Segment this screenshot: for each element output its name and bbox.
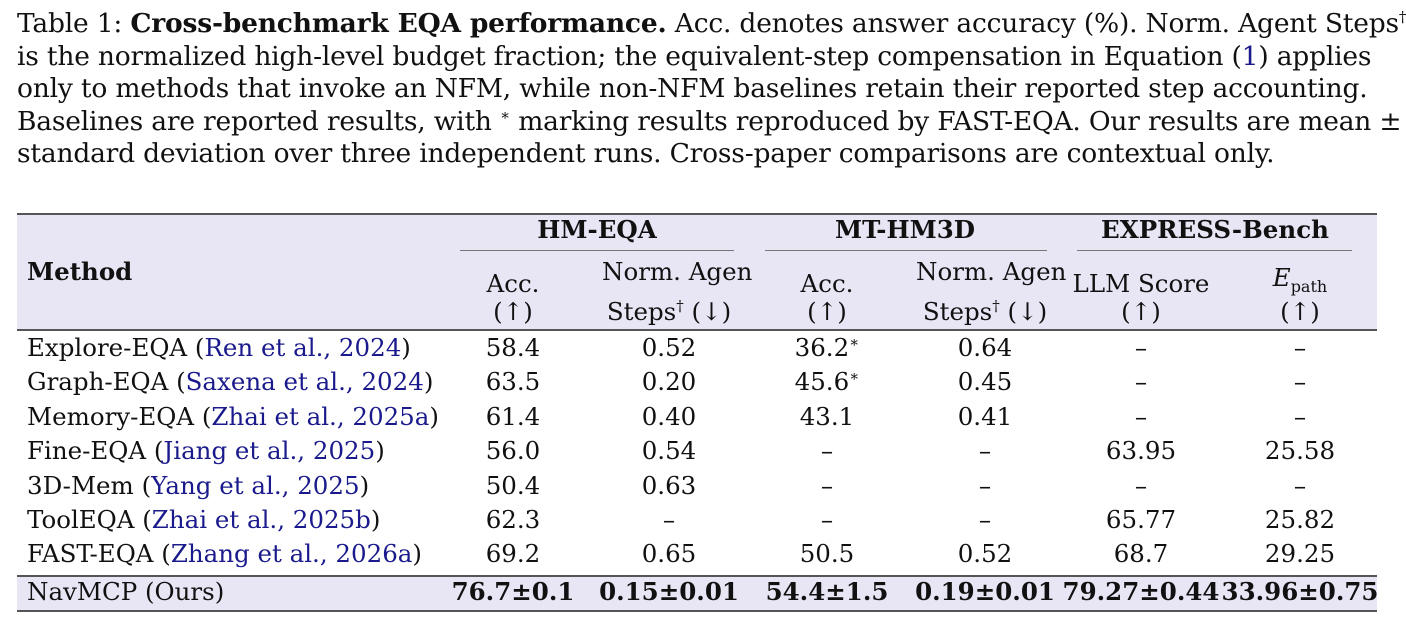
group-underline — [1077, 250, 1352, 251]
arrow-up: (↑) — [1121, 297, 1161, 326]
table-cell-ours: 33.96±0.75 — [1221, 577, 1379, 606]
cell-value: 0.41 — [957, 401, 1013, 431]
star-mark: ∗ — [849, 367, 860, 386]
caption-title: Cross-benchmark EQA performance. — [130, 8, 667, 39]
caption-text: is the normalized high-level budget fraction; the equivalent-step compensation in Equation ( — [17, 40, 1242, 72]
table-cell — [958, 402, 1013, 432]
table-cell — [663, 505, 675, 535]
epath-symbol: E — [1272, 263, 1291, 292]
cell-value: 61.4 — [485, 401, 541, 431]
table-cell — [821, 436, 833, 466]
method-label: FAST-EQA ( — [27, 539, 171, 569]
table-cell — [642, 402, 697, 432]
group-underline — [765, 250, 1047, 251]
table-cell — [486, 367, 541, 397]
arrow-up: (↑) — [1280, 297, 1320, 326]
table-cell — [486, 436, 541, 466]
table-cell — [642, 333, 697, 363]
table-cell — [1106, 505, 1176, 535]
steps-header: Norm. Agen — [916, 257, 1067, 286]
table-cell — [1294, 333, 1306, 363]
caption-text: ) applies — [1258, 40, 1372, 72]
table-cell — [486, 402, 541, 432]
table-cell — [821, 505, 833, 535]
caption-line-4 — [17, 105, 1402, 139]
table-cell — [795, 333, 860, 363]
cell-value: 0.20 — [641, 367, 697, 397]
cell-value: 0.52 — [957, 539, 1013, 569]
table-caption — [17, 8, 1406, 171]
table-cell — [642, 436, 697, 466]
cell-value: 0.54 — [641, 436, 697, 466]
table-cell — [800, 539, 855, 569]
cell-value: – — [978, 470, 992, 500]
citation-link[interactable]: Jiang et al., 2025 — [163, 436, 376, 466]
arrow-down: (↓) — [1007, 297, 1048, 326]
steps-header: Norm. Agen — [602, 257, 753, 286]
method-label: 3D-Mem ( — [27, 470, 152, 500]
table-cell-ours: 54.4±1.5 — [765, 577, 889, 606]
table-cell-ours: 79.27±0.44 — [1062, 577, 1220, 606]
epath-subscript: path — [1290, 276, 1328, 296]
table-cell — [979, 471, 991, 501]
cell-value: – — [820, 470, 834, 500]
steps-header-line2 — [923, 297, 1047, 327]
header-rule — [17, 329, 1377, 331]
llm-score-header: LLM Score — [1072, 269, 1210, 298]
table-cell — [486, 505, 541, 535]
acc-header: Acc. — [486, 269, 540, 298]
method-label: ) — [375, 436, 385, 466]
method-name — [27, 333, 411, 363]
cell-value: 62.3 — [485, 505, 541, 534]
epath-header — [1272, 263, 1328, 296]
table-cell — [1135, 471, 1147, 501]
method-name — [27, 539, 422, 569]
cell-value: – — [978, 505, 992, 534]
table-cell — [1294, 402, 1306, 432]
group-header-express-bench: EXPRESS-Bench — [1101, 215, 1329, 244]
cell-value: 63.5 — [485, 367, 541, 397]
table-cell — [1135, 367, 1147, 397]
method-label: ) — [423, 367, 434, 397]
cell-value: – — [1293, 367, 1307, 397]
cell-value: 0.45 — [957, 367, 1013, 397]
method-label: ) — [370, 505, 381, 534]
method-label: ToolEQA ( — [27, 505, 152, 534]
results-table — [17, 213, 1377, 611]
table-cell — [1135, 333, 1147, 363]
method-header: Method — [27, 257, 133, 286]
table-cell — [1294, 367, 1306, 397]
cell-value: – — [978, 436, 992, 466]
dagger-mark: † — [1398, 8, 1406, 27]
citation-link[interactable]: Zhai et al., 2025a — [211, 401, 430, 431]
method-label: Fine-EQA ( — [27, 436, 164, 466]
caption-label: Table 1: — [17, 8, 123, 39]
table-cell — [958, 367, 1013, 397]
table-cell — [979, 505, 991, 535]
method-label: Graph-EQA ( — [27, 367, 186, 397]
cell-value: 68.7 — [1113, 539, 1169, 569]
method-name — [27, 505, 380, 535]
cell-value: – — [1134, 367, 1148, 397]
cell-value: – — [820, 505, 834, 534]
cell-value: – — [1134, 401, 1148, 431]
method-name — [27, 471, 369, 501]
steps-text: Steps — [606, 297, 677, 326]
caption-text: Acc. denotes answer accuracy (%). Norm. Agent Steps — [674, 8, 1399, 39]
cell-value: 0.52 — [641, 333, 697, 362]
group-header-hm-eqa: HM-EQA — [537, 215, 657, 244]
cell-value: 0.65 — [641, 539, 697, 569]
cell-value: 29.25 — [1264, 539, 1336, 569]
steps-header-line2 — [607, 297, 731, 327]
cell-value: 43.1 — [799, 401, 855, 431]
cell-value: – — [820, 436, 834, 466]
method-label: Memory-EQA ( — [27, 401, 212, 431]
table-cell — [1106, 436, 1176, 466]
table-cell — [486, 333, 541, 363]
table-cell-ours: 0.15±0.01 — [599, 577, 739, 606]
table-cell-ours: 76.7±0.1 — [451, 577, 575, 606]
citation-link[interactable]: Zhang et al., 2026a — [170, 539, 413, 569]
acc-header: Acc. — [800, 269, 854, 298]
cell-value: 36.2 — [794, 333, 850, 362]
table-cell — [1135, 402, 1147, 432]
method-label: ) — [401, 333, 411, 362]
cell-value: 45.6 — [794, 367, 850, 397]
group-header-mt-hm3d: MT-HM3D — [834, 215, 976, 244]
cell-value: – — [662, 505, 676, 534]
table-cell — [1265, 436, 1335, 466]
table-cell — [642, 367, 697, 397]
method-label: ) — [359, 470, 370, 500]
citation-link[interactable]: Saxena et al., 2024 — [185, 367, 424, 397]
steps-text: Steps — [922, 297, 993, 326]
cell-value: 0.63 — [641, 470, 697, 500]
table-cell — [800, 402, 855, 432]
caption-text: marking results reproduced by FAST-EQA. Our results are mean ± — [518, 105, 1402, 137]
cell-value: – — [1293, 470, 1307, 500]
cell-value: 65.77 — [1105, 505, 1177, 534]
caption-line-1 — [17, 8, 1406, 41]
table-cell — [1294, 471, 1306, 501]
cell-value: 0.64 — [957, 333, 1013, 362]
table-cell — [979, 436, 991, 466]
table-cell — [642, 471, 697, 501]
method-name — [27, 367, 433, 397]
dagger-mark: † — [992, 296, 1000, 315]
cell-value: – — [1293, 401, 1307, 431]
method-name — [27, 402, 439, 432]
table-cell — [1265, 505, 1335, 535]
dagger-mark: † — [676, 296, 684, 315]
cell-value: 50.4 — [485, 470, 541, 500]
star-mark: ∗ — [849, 332, 860, 351]
table-cell — [821, 471, 833, 501]
method-name — [27, 436, 385, 466]
table-cell — [486, 471, 541, 501]
cell-value: 25.82 — [1264, 505, 1336, 534]
star-mark: ∗ — [500, 105, 511, 124]
table-cell — [958, 333, 1013, 363]
table-cell — [642, 539, 697, 569]
cell-value: 63.95 — [1105, 436, 1177, 466]
cell-value: 58.4 — [485, 333, 541, 362]
arrow-up: (↑) — [807, 297, 847, 326]
cell-value: – — [1134, 470, 1148, 500]
cell-value: 25.58 — [1264, 436, 1336, 466]
method-name-ours: NavMCP (Ours) — [27, 577, 225, 606]
table-cell-ours: 0.19±0.01 — [915, 577, 1055, 606]
arrow-down: (↓) — [691, 297, 732, 326]
cell-value: – — [1293, 333, 1307, 362]
group-underline — [460, 250, 734, 251]
arrow-up: (↑) — [493, 297, 533, 326]
cell-value: – — [1134, 333, 1148, 362]
cell-value: 56.0 — [485, 436, 541, 466]
bottom-rule — [17, 610, 1377, 612]
table-cell — [958, 539, 1013, 569]
caption-line-3: only to methods that invoke an NFM, while non-NFM baselines retain their reported step accounting. — [17, 73, 1368, 104]
table-cell — [1265, 539, 1335, 569]
table-cell — [1114, 539, 1169, 569]
cell-value: 0.40 — [641, 401, 697, 431]
caption-text: Baselines are reported results, with — [17, 105, 492, 137]
citation-link[interactable]: Yang et al., 2025 — [151, 470, 360, 500]
caption-line-5: standard deviation over three independent runs. Cross-paper comparisons are contextual only. — [17, 138, 1275, 169]
method-label: Explore-EQA ( — [27, 333, 205, 362]
cell-value: 69.2 — [485, 539, 541, 569]
table-cell — [486, 539, 541, 569]
citation-link[interactable]: Ren et al., 2024 — [204, 333, 402, 362]
method-label: ) — [429, 401, 439, 431]
cell-value: 50.5 — [799, 539, 855, 569]
equation-ref-link[interactable]: 1 — [1241, 40, 1259, 72]
citation-link[interactable]: Zhai et al., 2025b — [151, 505, 371, 534]
method-label: ) — [412, 539, 422, 569]
caption-line-2 — [17, 41, 1387, 74]
table-cell — [795, 367, 860, 397]
